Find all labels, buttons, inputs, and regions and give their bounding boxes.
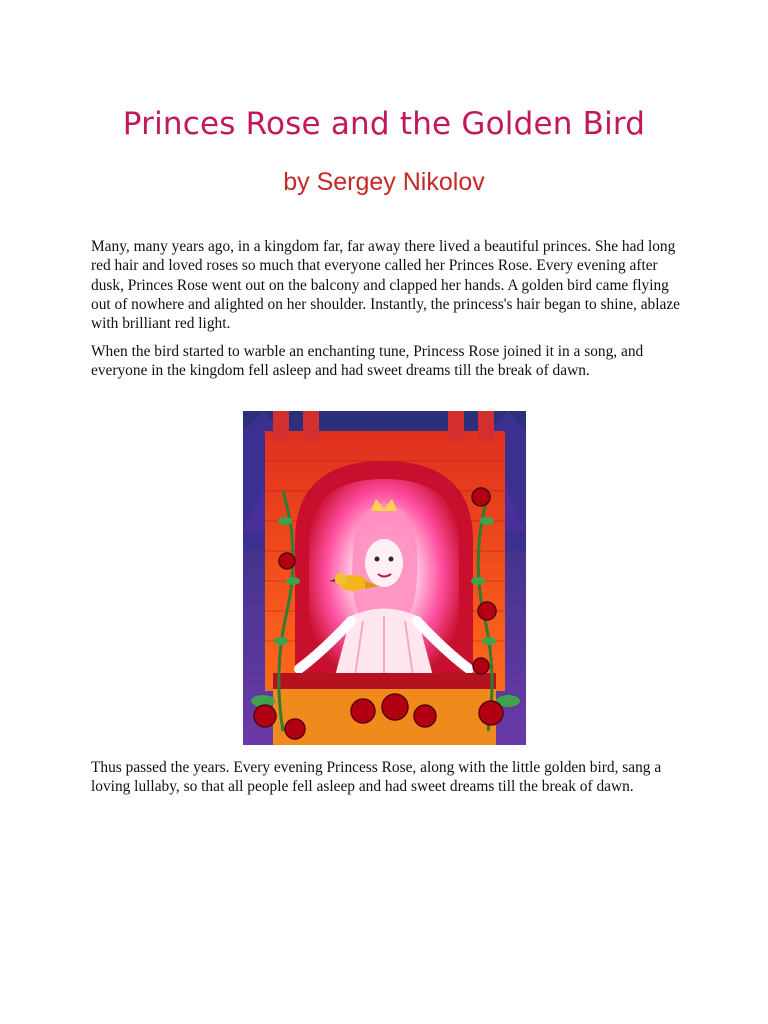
author-line: by Sergey Nikolov [283, 168, 485, 196]
paragraph-2: When the bird started to warble an enchanting tune, Princess Rose joined it in a song, and everyone in the kingdom fell asleep and had sweet dreams till the break of dawn. [91, 343, 644, 380]
princess-balcony-illustration [243, 411, 526, 745]
story-title: Princes Rose and the Golden Bird [122, 106, 646, 142]
paragraph-3: Thus passed the years. Every evening Princess Rose, along with the little golden bird, sang a loving lullaby, so that all people fell asleep and had sweet dreams till the break of dawn. [91, 759, 662, 796]
paragraph-1: Many, many years ago, in a kingdom far, far away there lived a beautiful princes. She had long red hair and loved roses so much that everyone called her Princes Rose. Every evening after dusk, Princes Rose went out on the balcony and clapped her hands. A golden bird came flying out of nowhere and alighted on her shoulder. Instantly, the princess's hair began to shine, ablaze with brilliant red light. [91, 238, 681, 333]
